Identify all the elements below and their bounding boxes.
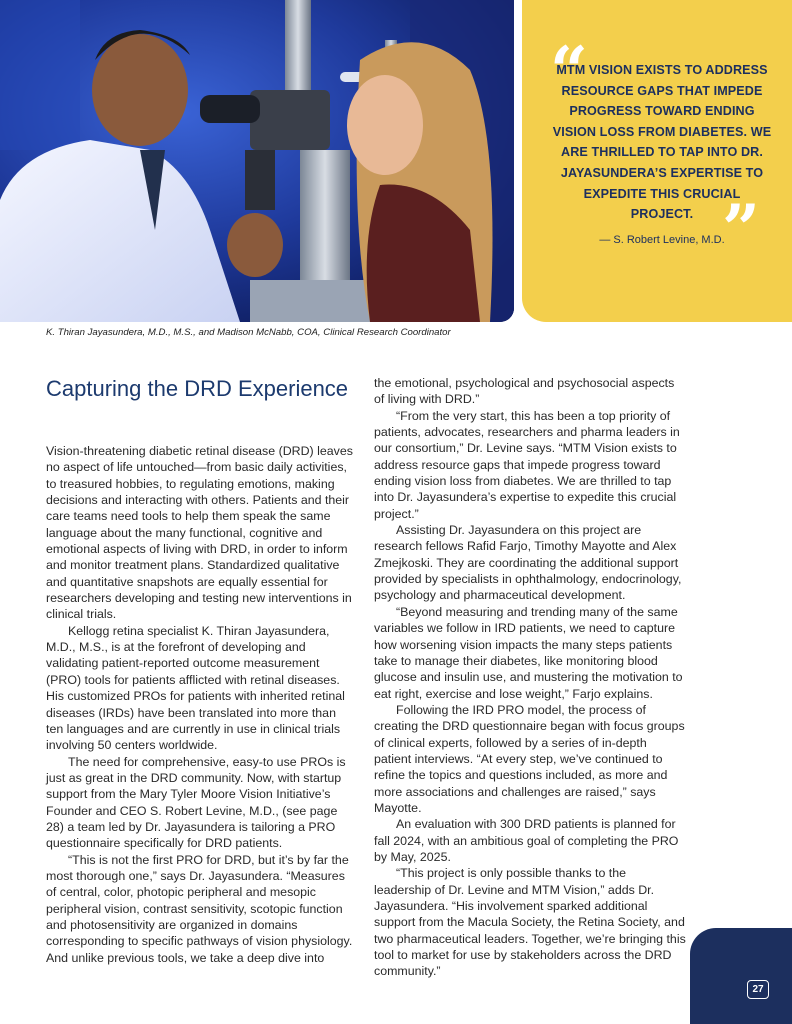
paragraph: Kellogg retina specialist K. Thiran Jayasundera, M.D., M.S., is at the forefront of developing and validating patient-reported outcome measurement (PRO) tools for patients afflicted with retinal diseases. His customized PROs for patients with inherited retinal diseases (IRDs) have been translated into more than ten languages and are currently in use in clinical trials involving 50 centers worldwide.: [46, 623, 345, 753]
paragraph: Following the IRD PRO model, the process of creating the DRD questionnaire began with focus groups of clinical experts, followed by a series of in-depth patient interviews. “At every step, we’ve continued to refine the topics and questions included, as more and more associations and challenges are raised,” says Mayotte.: [374, 702, 685, 815]
slit-lamp-exam-illustration: [0, 0, 514, 322]
pull-quote-text: MTM VISION EXISTS TO ADDRESS RESOURCE GAPS THAT IMPEDE PROGRESS TOWARD ENDING VISION LOSS FROM DIABETES. WE ARE THRILLED TO TAP INTO DR. JAYASUNDERA’S EXPERTISE TO EXPEDITE THIS CRUCIAL PROJECT.: [552, 63, 772, 222]
article-photo: [0, 0, 514, 322]
open-quote-icon: “: [550, 32, 588, 110]
paragraph: An evaluation with 300 DRD patients is planned for fall 2024, with an ambitious goal of completing the PRO by May, 2025.: [374, 817, 679, 864]
paragraph: Assisting Dr. Jayasundera on this project are research fellows Rafid Farjo, Timothy Mayotte and Alex Zmejkoski. They are coordinating the additional support provided by specialists in ophthalmology, endocrinology, psychology and pharmaceutical development.: [374, 523, 682, 603]
paragraph: “Beyond measuring and trending many of the same variables we follow in IRD patients, we need to capture how worsening vision impacts the many steps patients take to manage their diabetes, like monitoring blood glucose and insulin use, and mustering the motivation to eat right, exercise and lose weight,” Farjo explains.: [374, 604, 683, 701]
paragraph: the emotional, psychological and psychosocial aspects of living with DRD.”: [374, 376, 675, 407]
pull-quote-attribution: — S. Robert Levine, M.D.: [599, 234, 725, 246]
photo-caption: K. Thiran Jayasundera, M.D., M.S., and Madison McNabb, COA, Clinical Research Coordinator: [46, 327, 451, 338]
paragraph: The need for comprehensive, easy-to use PROs is just as great in the DRD community. Now, with startup support from the Mary Tyler Moore Vision Initiative’s Founder and CEO S. Robert Levine, M.D., (see page 28) a team led by Dr. Jayasundera is tailoring a PRO questionnaire specifically for DRD patients.: [46, 754, 346, 851]
paragraph: “From the very start, this has been a top priority of patients, advocates, researchers and pharma leaders in our consortium,” Dr. Levine says. “MTM Vision exists to address resource gaps that impede progress toward ending vision loss from diabetes. We are thrilled to tap into Dr. Jayasundera’s expertise to expedite this crucial project.”: [374, 408, 680, 521]
article-column-right: [374, 375, 686, 980]
pull-quote-card: [522, 0, 792, 322]
paragraph: Vision-threatening diabetic retinal disease (DRD) leaves no aspect of life untouched—from basic daily activities, to treasured hobbies, to regulating emotions, making decisions and interacting with others. Patients and their care teams need tools to help them speak the same language about the many functional, cognitive and emotional aspects of living with DRD, in order to inform and monitor treatment plans. Standardized qualitative and quantitative snapshots are equally essential for researchers developing and testing new interventions in clinical trials.: [46, 444, 353, 622]
page-corner-tab: [690, 928, 792, 1024]
article-column-left: [46, 443, 354, 966]
paragraph: “This is not the first PRO for DRD, but it’s by far the most thorough one,” says Dr. Jayasundera. “Measures of central, color, photopic peripheral and mesopic peripheral vision, contrast sensitivity, scotopic function and photosensitivity are organized in domains corresponding to specific pathways of vision physiology. And unlike previous tools, we take a deep dive into: [46, 852, 353, 965]
article-headline: Capturing the DRD Experience: [46, 376, 349, 401]
page-number: 27: [747, 980, 769, 999]
close-quote-icon: ”: [722, 190, 760, 268]
paragraph: “This project is only possible thanks to the leadership of Dr. Levine and MTM Vision,” adds Dr. Jayasundera. “His involvement sparked additional support from the Macula Society, the Retina Society, and two pharmaceutical leaders. Together, we’re bringing this tool to market for use by stakeholders across the DRD community.”: [374, 866, 686, 979]
